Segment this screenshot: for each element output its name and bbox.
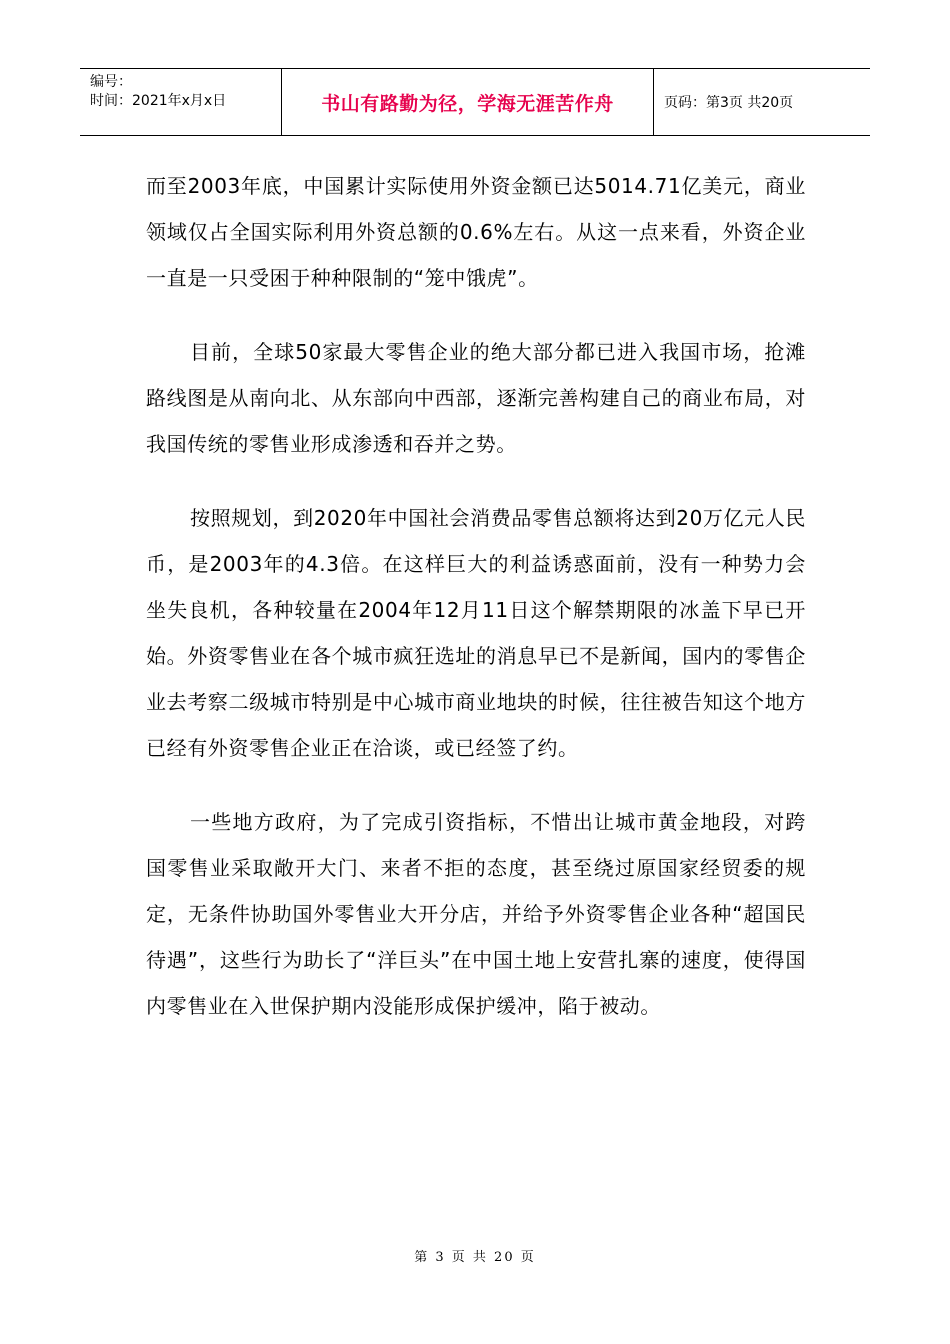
document-header xyxy=(80,68,870,136)
header-page-info: 页码：第3页 共20页 xyxy=(664,95,794,111)
paragraph: 按照规划，到2020年中国社会消费品零售总额将达到20万亿元人民币，是2003年的4.3倍。在这样巨大的利益诱惑面前，没有一种势力会坐失良机，各种较量在2004年12月11日这个解禁期限的冰盖下早已开始。外资零售业在各个城市疯狂选址的消息早已不是新闻，国内的零售企业去考察二级城市特别是中心城市商业地块的时候，往往被告知这个地方已经有外资零售企业正在洽谈，或已经签了约。 xyxy=(146,506,806,760)
header-motto: 书山有路勤为径，学海无涯苦作舟 xyxy=(282,69,654,135)
page-footer: 第 3 页 共 20 页 xyxy=(414,1250,536,1265)
document-body xyxy=(146,163,806,1057)
paragraph: 而至2003年底，中国累计实际使用外资金额已达5014.71亿美元，商业领域仅占全国实际利用外资总额的0.6%左右。从这一点来看，外资企业一直是一只受困于种种限制的“笼中饿虎”。 xyxy=(146,174,806,290)
number-label: 编号： xyxy=(90,74,132,90)
time-label: 时间：2021年x月x日 xyxy=(90,93,227,109)
paragraph: 目前，全球50家最大零售企业的绝大部分都已进入我国市场，抢滩路线图是从南向北、从东部向中西部，逐渐完善构建自己的商业布局，对我国传统的零售业形成渗透和吞并之势。 xyxy=(146,340,806,456)
paragraph: 一些地方政府，为了完成引资指标，不惜出让城市黄金地段，对跨国零售业采取敞开大门、来者不拒的态度，甚至绕过原国家经贸委的规定，无条件协助国外零售业大开分店，并给予外资零售企业各种“超国民待遇”，这些行为助长了“洋巨头”在中国土地上安营扎寨的速度，使得国内零售业在入世保护期内没能形成保护缓冲，陷于被动。 xyxy=(146,810,806,1018)
header-meta xyxy=(80,69,282,135)
